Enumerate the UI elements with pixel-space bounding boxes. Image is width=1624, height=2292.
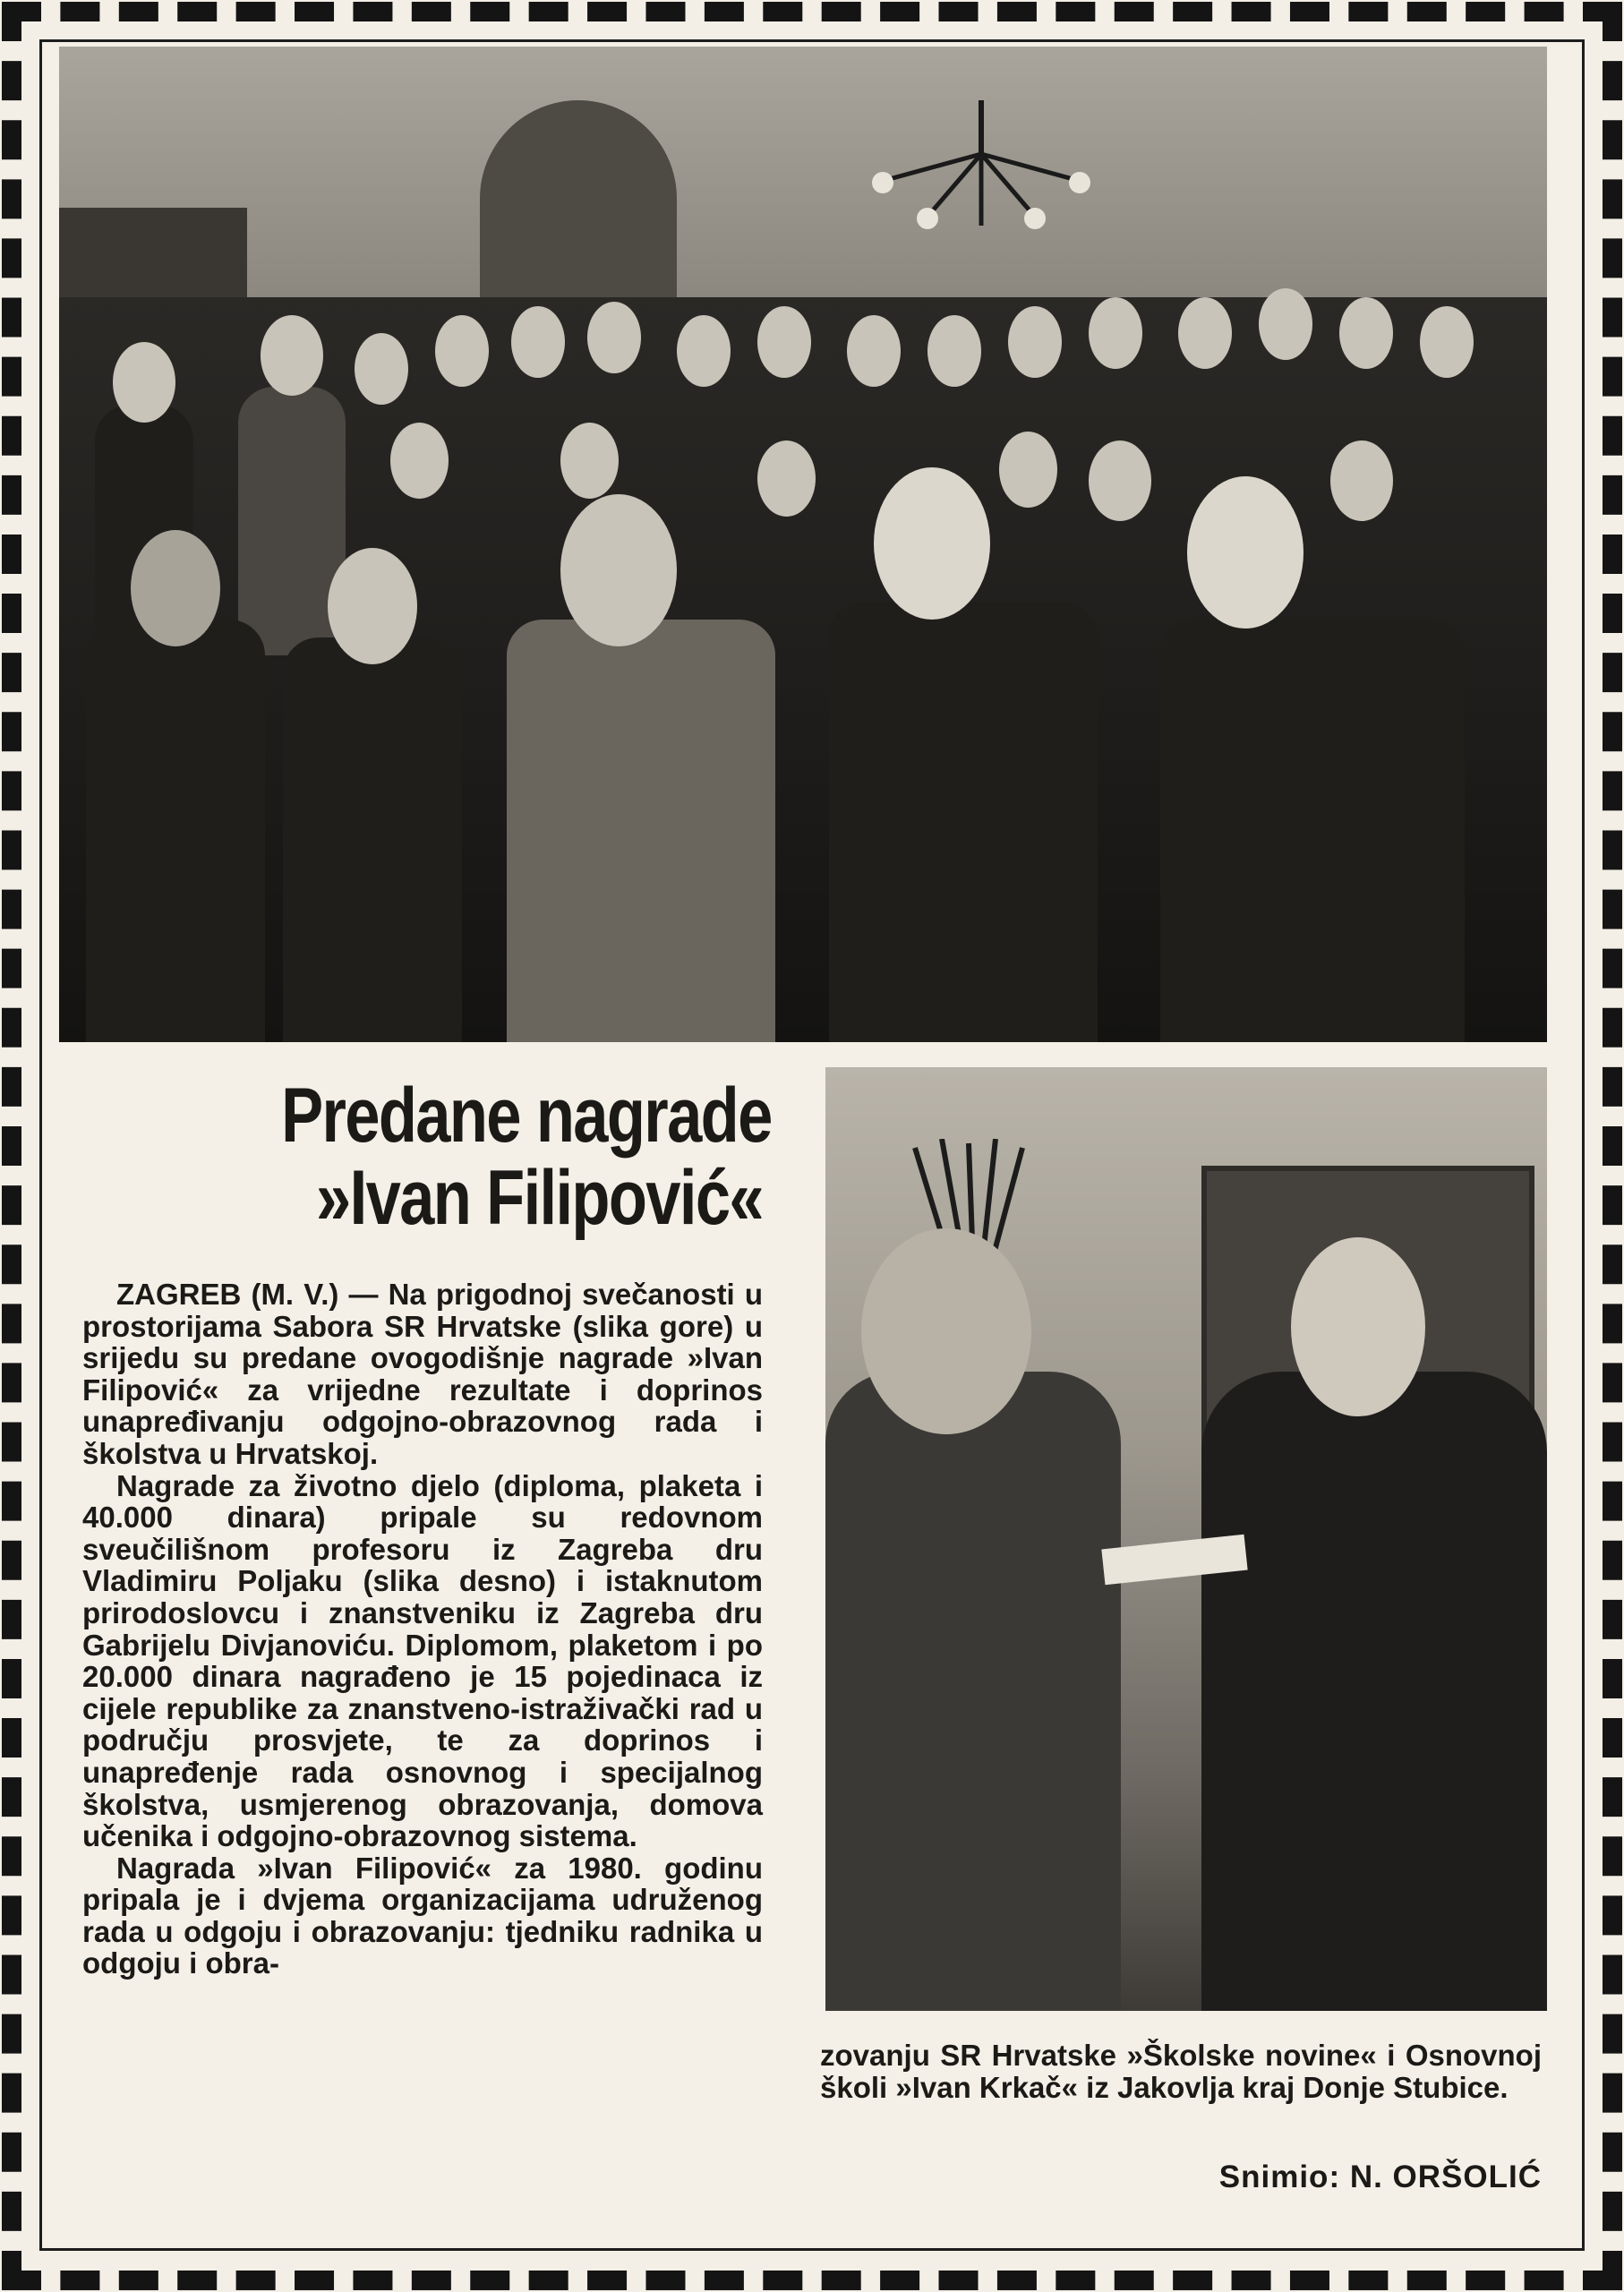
person-figure bbox=[829, 602, 1098, 1042]
person-head bbox=[677, 315, 731, 387]
person-head bbox=[1420, 306, 1474, 378]
person-head bbox=[113, 342, 175, 423]
person-head bbox=[560, 494, 677, 646]
headline-line-2: »Ivan Filipović« bbox=[316, 1155, 763, 1241]
person-head bbox=[847, 315, 901, 387]
person-figure bbox=[825, 1372, 1121, 2011]
person-head bbox=[1178, 297, 1232, 369]
article-paragraph: Nagrade za životno djelo (diploma, plaketa i 40.000 dinara) pripale su redovnom sveučilišnom profesoru iz Zagreba dru Vladimiru Poljaku (slika desno) i istaknutom prirodoslovcu i znanstveniku iz Zagreba dru Gabrijelu Divjanoviću. Diplomom, plaketom i po 20.000 dinara nagrađeno je 15 pojedinaca iz cijele republike za znanstveno-istraživački rad u području prosvjete, te za doprinos i unapređenje rada osnovnog i specijalnog školstva, usmjerenog obrazovanja, domova učenika i odgojno-obrazovnog sistema. bbox=[82, 1468, 763, 1853]
person-head bbox=[757, 306, 811, 378]
person-head bbox=[927, 315, 981, 387]
person-figure bbox=[86, 620, 265, 1042]
headline bbox=[281, 1073, 772, 1241]
person-head bbox=[874, 467, 990, 620]
person-head bbox=[1089, 297, 1142, 369]
person-head bbox=[390, 423, 449, 499]
person-head bbox=[435, 315, 489, 387]
person-head bbox=[999, 432, 1057, 508]
article-continuation: zovanju SR Hrvatske »Školske novine« i Osnovnoj školi »Ivan Krkač« iz Jakovlja kraj Donje Stubice. bbox=[820, 2039, 1542, 2104]
award-ceremony-photo bbox=[59, 47, 1547, 1042]
person-head bbox=[261, 315, 323, 396]
person-head bbox=[1330, 440, 1393, 521]
award-handover-photo bbox=[825, 1067, 1547, 2011]
person-head bbox=[1339, 297, 1393, 369]
person-figure bbox=[1160, 620, 1465, 1042]
person-head bbox=[1008, 306, 1062, 378]
photo-credit: Snimio: N. ORŠOLIĆ bbox=[1218, 2159, 1542, 2194]
person-head bbox=[1187, 476, 1303, 629]
person-figure bbox=[283, 637, 462, 1042]
person-head bbox=[560, 423, 619, 499]
person-head bbox=[511, 306, 565, 378]
person-figure bbox=[1201, 1372, 1547, 2011]
person-head bbox=[861, 1228, 1031, 1434]
article-paragraph: ZAGREB (M. V.) — Na prigodnoj svečanosti u prostorijama Sabora SR Hrvatske (slika gore) u srijedu su predane ovogodišnje nagrade »Ivan Filipović« za vrijedne rezultate i doprinos unapređivanju odgojno-obrazovnog rada i školstva u Hrvatskoj. bbox=[82, 1278, 763, 1470]
person-head bbox=[1291, 1237, 1425, 1416]
person-head bbox=[131, 530, 220, 646]
article-body bbox=[82, 1279, 763, 1980]
person-figure bbox=[507, 620, 775, 1042]
person-head bbox=[328, 548, 417, 664]
person-head bbox=[355, 333, 408, 405]
chandelier-icon bbox=[865, 100, 1098, 244]
headline-line-1: Predane nagrade bbox=[281, 1073, 772, 1159]
article-paragraph: Nagrada »Ivan Filipović« za 1980. godinu pripala je i dvjema organizacijama udruženog rada u odgoju i obrazovanju: tjedniku radnika u odgoju i obra- bbox=[82, 1851, 763, 1980]
person-head bbox=[1089, 440, 1151, 521]
person-head bbox=[587, 302, 641, 373]
person-head bbox=[757, 440, 816, 517]
person-head bbox=[1259, 288, 1312, 360]
